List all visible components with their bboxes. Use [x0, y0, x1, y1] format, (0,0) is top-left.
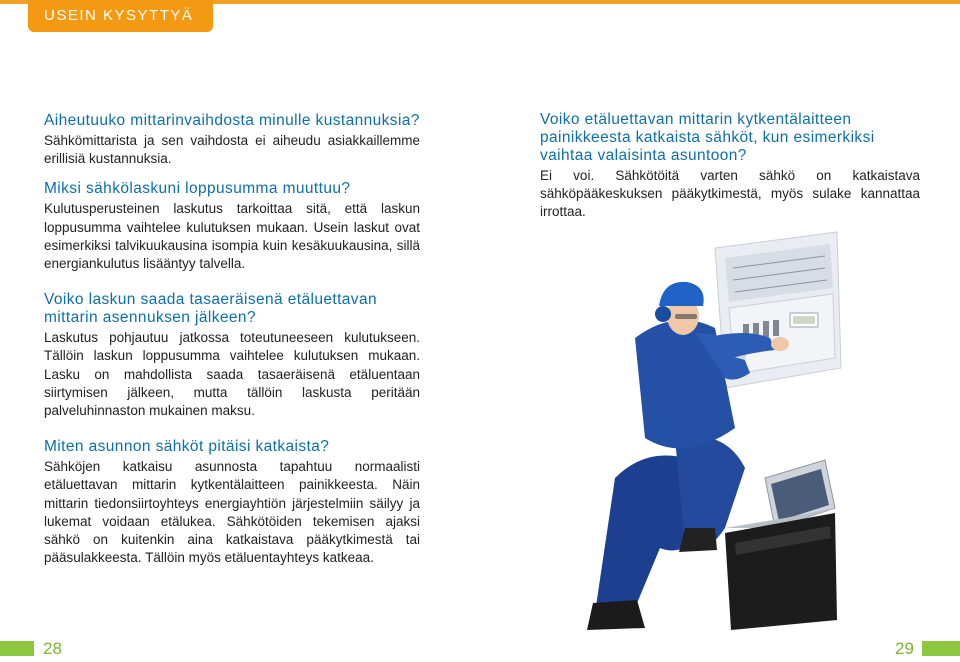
footer-bar-right	[922, 641, 960, 656]
technician-photo	[575, 228, 875, 633]
footer-bar-left	[0, 641, 34, 656]
faq-item	[540, 111, 920, 222]
faq-answer: Laskutus pohjautuu jatkossa toteutuneeseen kulutukseen. Tällöin laskun loppusumma vaihtelee kulutuksen mukaan. Lasku on mahdollista saada tasaeräisenä etäluentaan siirtymisen jälkeen, mutta tällöin laskusta peritään palveluhinnaston mukainen maksu.	[44, 330, 420, 419]
faq-answer: Sähköjen katkaisu asunnosta tapahtuu normaalisti etäluettavan mittarin kytkentälaitteen painikkeesta. Näin mittarin tiedonsiirtoyhteys energiayhtiön järjestelmiin säilyy ja lukemat voidaan etälukea. Sähkötöiden tekemisen ajaksi sähkö on kuitenkin aina katkaistava pääkytkimestä tai pääsulakkeesta. Tällöin myös etäluentayhteys katkeaa.	[44, 459, 420, 566]
faq-item	[44, 180, 420, 273]
section-tab: USEIN KYSYTTYÄ	[28, 0, 213, 32]
faq-question: Voiko laskun saada tasaeräisenä etäluettavan mittarin asennuksen jälkeen?	[44, 291, 377, 327]
faq-item	[44, 438, 420, 567]
faq-answer: Kulutusperusteinen laskutus tarkoittaa sitä, että laskun loppusumma vaihtelee kulutuksen mukaan. Usein laskut ovat esimerkiksi talvikuukausina isompia kuin kesäkuukausina, sillä energiankulutus lisääntyy talvella.	[44, 201, 420, 272]
left-column	[44, 112, 420, 585]
faq-question: Miksi sähkölaskuni loppusumma muuttuu?	[44, 180, 351, 198]
right-column	[540, 111, 920, 240]
faq-item	[44, 112, 420, 168]
faq-item	[44, 291, 420, 420]
faq-answer: Sähkömittarista ja sen vaihdosta ei aiheudu asiakkaillemme erillisiä kustannuksia.	[44, 133, 420, 167]
faq-question: Miten asunnon sähköt pitäisi katkaista?	[44, 438, 330, 456]
page-number-right: 29	[895, 639, 914, 658]
faq-question: Voiko etäluettavan mittarin kytkentälaitteen painikkeesta katkaista sähköt, kun esimerkiksi vaihtaa valaisinta asuntoon?	[540, 111, 875, 164]
faq-answer: Ei voi. Sähkötöitä varten sähkö on katkaistava sähköpääkeskuksen pääkytkimestä, myös sulake kannattaa irrottaa.	[540, 168, 920, 220]
faq-question: Aiheutuuko mittarinvaihdosta minulle kustannuksia?	[44, 112, 420, 129]
page-number-left: 28	[43, 639, 62, 658]
